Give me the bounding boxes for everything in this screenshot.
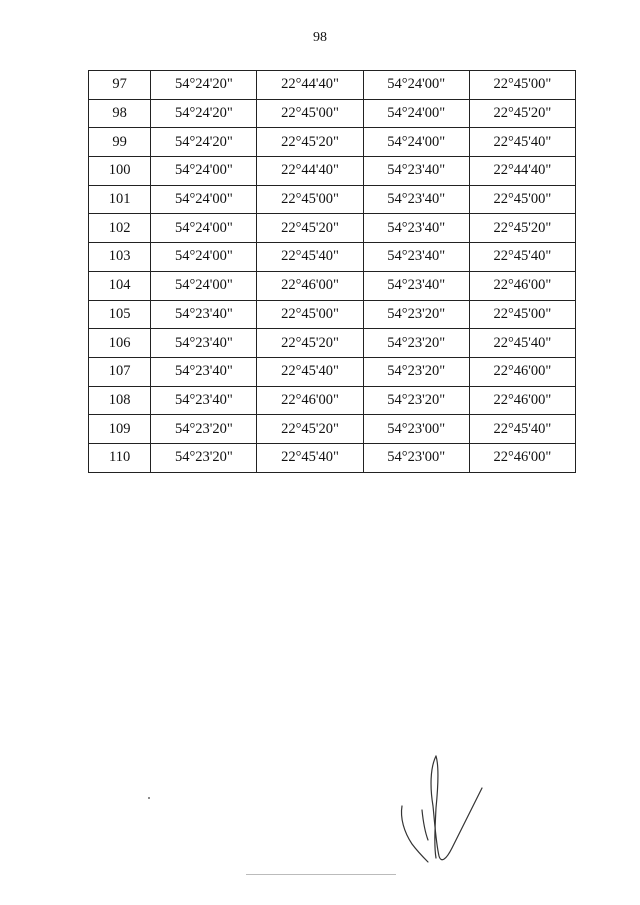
coordinate-cell: 54°24'00" — [151, 271, 257, 300]
coordinates-table-body — [89, 71, 576, 473]
coordinate-cell: 54°23'20" — [363, 386, 469, 415]
coordinate-cell: 54°23'20" — [151, 443, 257, 472]
coordinate-cell: 22°45'20" — [257, 415, 363, 444]
point-number-cell: 110 — [89, 443, 151, 472]
coordinate-cell: 54°24'00" — [151, 214, 257, 243]
signature-stroke-left — [401, 806, 428, 862]
coordinate-cell: 54°23'40" — [151, 357, 257, 386]
coordinate-cell: 54°23'20" — [363, 300, 469, 329]
coordinate-cell: 54°23'20" — [363, 357, 469, 386]
coordinate-cell: 54°23'40" — [151, 386, 257, 415]
coordinate-cell: 22°46'00" — [469, 386, 575, 415]
coordinate-cell: 22°44'40" — [257, 157, 363, 186]
point-number-cell: 109 — [89, 415, 151, 444]
point-number-cell: 102 — [89, 214, 151, 243]
coordinate-cell: 54°23'00" — [363, 415, 469, 444]
coordinate-cell: 22°45'20" — [257, 214, 363, 243]
coordinate-cell: 22°45'40" — [469, 329, 575, 358]
coordinate-cell: 22°44'40" — [469, 157, 575, 186]
coordinate-cell: 22°45'20" — [469, 214, 575, 243]
table-row — [89, 386, 576, 415]
point-number-cell: 97 — [89, 71, 151, 100]
coordinate-cell: 54°23'40" — [363, 157, 469, 186]
coordinate-cell: 22°45'00" — [469, 185, 575, 214]
table-row — [89, 128, 576, 157]
coordinate-cell: 54°23'40" — [151, 300, 257, 329]
point-number-cell: 98 — [89, 99, 151, 128]
coordinate-cell: 54°24'00" — [151, 243, 257, 272]
coordinate-cell: 22°45'40" — [257, 357, 363, 386]
coordinate-cell: 22°45'00" — [257, 185, 363, 214]
coordinate-cell: 22°46'00" — [257, 386, 363, 415]
coordinate-cell: 54°24'00" — [363, 99, 469, 128]
table-row — [89, 71, 576, 100]
point-number-cell: 101 — [89, 185, 151, 214]
coordinate-cell: 54°24'00" — [151, 185, 257, 214]
coordinate-cell: 54°24'00" — [151, 157, 257, 186]
point-number-cell: 105 — [89, 300, 151, 329]
scan-edge-line — [246, 874, 396, 875]
coordinate-cell: 54°23'40" — [363, 185, 469, 214]
coordinate-cell: 54°23'20" — [151, 415, 257, 444]
coordinate-cell: 22°46'00" — [469, 443, 575, 472]
coordinate-cell: 54°24'20" — [151, 99, 257, 128]
handwritten-signature-icon — [392, 748, 492, 874]
point-number-cell: 100 — [89, 157, 151, 186]
point-number-cell: 108 — [89, 386, 151, 415]
table-row — [89, 443, 576, 472]
signature-stroke-small — [422, 810, 428, 840]
scan-speck — [148, 797, 150, 799]
coordinate-cell: 22°45'20" — [257, 329, 363, 358]
table-row — [89, 357, 576, 386]
coordinate-cell: 22°45'00" — [469, 300, 575, 329]
coordinate-cell: 54°24'20" — [151, 128, 257, 157]
table-row — [89, 415, 576, 444]
coordinate-cell: 54°23'40" — [151, 329, 257, 358]
coordinate-cell: 22°45'40" — [469, 415, 575, 444]
coordinates-table — [88, 70, 576, 473]
table-row — [89, 157, 576, 186]
coordinate-cell: 54°23'40" — [363, 214, 469, 243]
table-row — [89, 329, 576, 358]
table-row — [89, 214, 576, 243]
coordinate-cell: 22°46'00" — [469, 271, 575, 300]
table-row — [89, 300, 576, 329]
table-row — [89, 271, 576, 300]
table-row — [89, 185, 576, 214]
coordinate-cell: 22°45'00" — [257, 99, 363, 128]
coordinate-cell: 22°45'00" — [257, 300, 363, 329]
coordinate-cell: 22°45'40" — [469, 243, 575, 272]
coordinate-cell: 54°23'20" — [363, 329, 469, 358]
point-number-cell: 99 — [89, 128, 151, 157]
coordinate-cell: 54°23'40" — [363, 243, 469, 272]
point-number-cell: 107 — [89, 357, 151, 386]
coordinate-cell: 54°24'00" — [363, 128, 469, 157]
coordinate-cell: 22°45'00" — [469, 71, 575, 100]
coordinate-cell: 22°46'00" — [257, 271, 363, 300]
coordinate-cell: 54°24'00" — [363, 71, 469, 100]
table-row — [89, 99, 576, 128]
coordinate-cell: 22°44'40" — [257, 71, 363, 100]
page-number: 98 — [313, 30, 327, 45]
point-number-cell: 103 — [89, 243, 151, 272]
coordinate-cell: 54°23'00" — [363, 443, 469, 472]
coordinate-cell: 22°45'40" — [257, 443, 363, 472]
coordinate-cell: 22°45'20" — [469, 99, 575, 128]
coordinate-cell: 22°45'40" — [469, 128, 575, 157]
table-row — [89, 243, 576, 272]
point-number-cell: 104 — [89, 271, 151, 300]
coordinate-cell: 22°46'00" — [469, 357, 575, 386]
coordinate-cell: 54°24'20" — [151, 71, 257, 100]
coordinate-cell: 22°45'40" — [257, 243, 363, 272]
signature-stroke-main — [431, 756, 482, 860]
coordinate-cell: 22°45'20" — [257, 128, 363, 157]
point-number-cell: 106 — [89, 329, 151, 358]
coordinate-cell: 54°23'40" — [363, 271, 469, 300]
